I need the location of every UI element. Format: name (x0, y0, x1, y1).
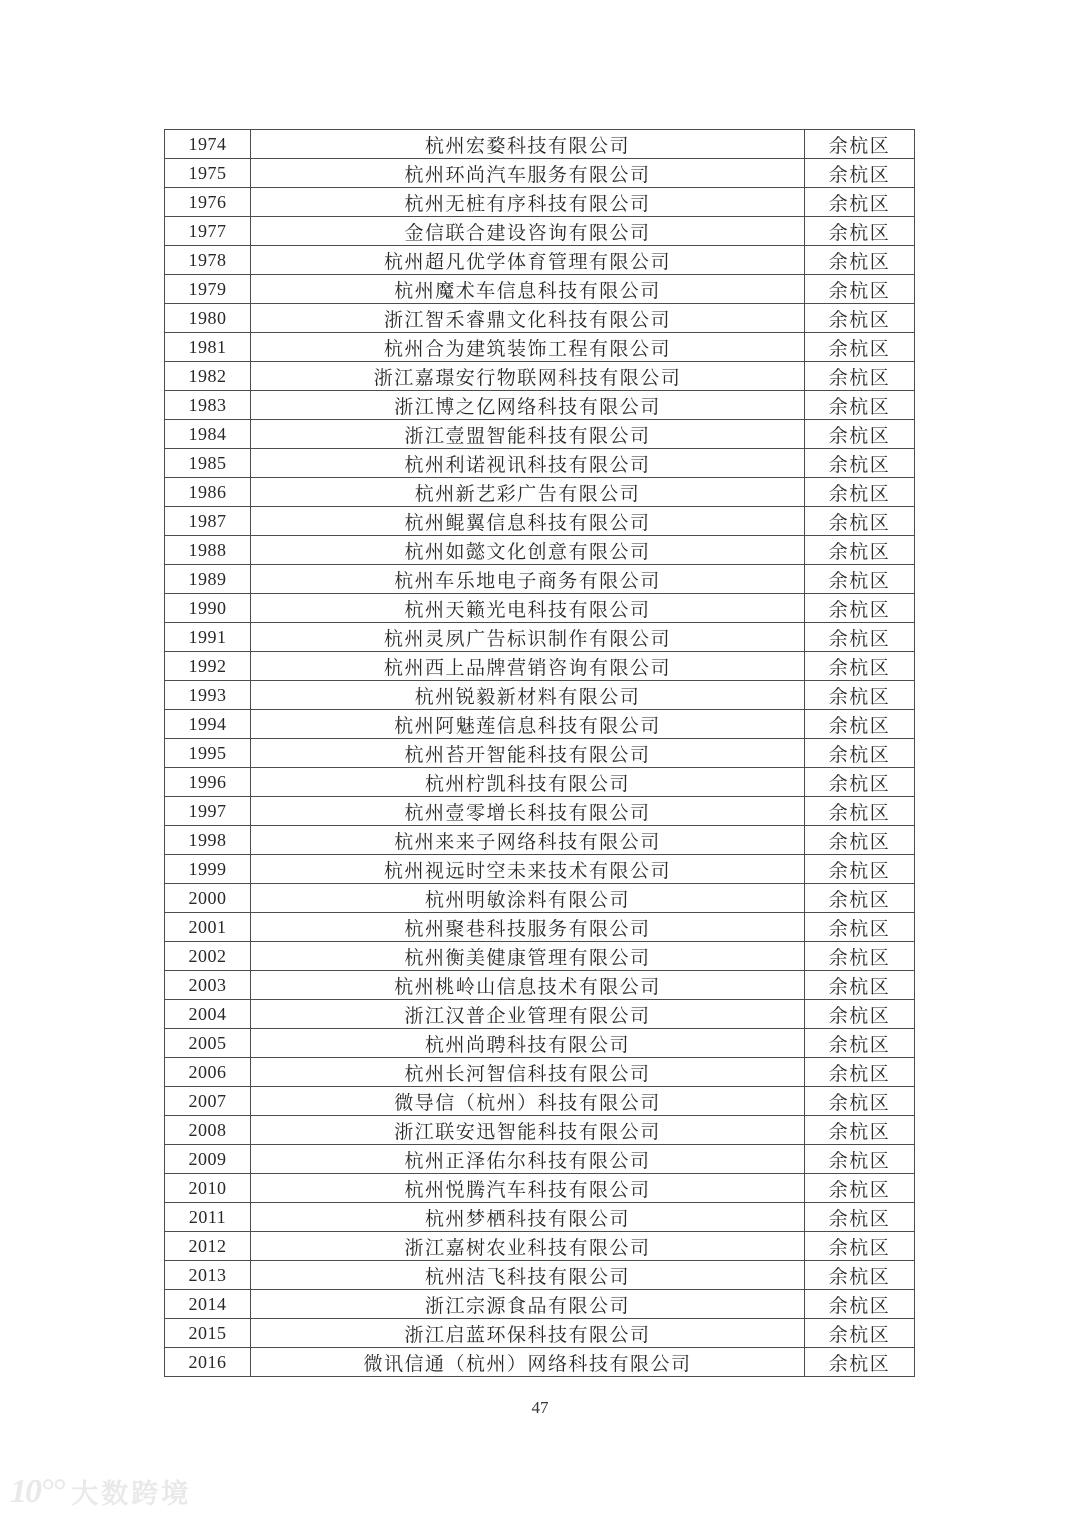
company-name: 杭州西上品牌营销咨询有限公司 (251, 652, 805, 681)
district-label: 余杭区 (805, 1145, 915, 1174)
row-number: 2011 (165, 1203, 251, 1232)
page-number: 47 (531, 1398, 549, 1417)
table-row (165, 1058, 915, 1087)
district-label: 余杭区 (805, 1348, 915, 1377)
table-row (165, 217, 915, 246)
district-label: 余杭区 (805, 1232, 915, 1261)
company-name: 微讯信通（杭州）网络科技有限公司 (251, 1348, 805, 1377)
table-row (165, 768, 915, 797)
district-label: 余杭区 (805, 623, 915, 652)
district-label: 余杭区 (805, 565, 915, 594)
row-number: 1981 (165, 333, 251, 362)
district-label: 余杭区 (805, 826, 915, 855)
table-row (165, 391, 915, 420)
row-number: 2012 (165, 1232, 251, 1261)
district-label: 余杭区 (805, 594, 915, 623)
district-label: 余杭区 (805, 1319, 915, 1348)
company-name: 浙江智禾睿鼎文化科技有限公司 (251, 304, 805, 333)
table-row (165, 623, 915, 652)
row-number: 1974 (165, 130, 251, 159)
table-row (165, 565, 915, 594)
table-row (165, 1000, 915, 1029)
company-name: 浙江博之亿网络科技有限公司 (251, 391, 805, 420)
district-label: 余杭区 (805, 797, 915, 826)
district-label: 余杭区 (805, 942, 915, 971)
table-row (165, 739, 915, 768)
company-name: 杭州长河智信科技有限公司 (251, 1058, 805, 1087)
table-row (165, 1232, 915, 1261)
district-label: 余杭区 (805, 1058, 915, 1087)
company-name: 杭州魔术车信息科技有限公司 (251, 275, 805, 304)
district-label: 余杭区 (805, 710, 915, 739)
table-row (165, 478, 915, 507)
row-number: 2008 (165, 1116, 251, 1145)
table-row (165, 333, 915, 362)
district-label: 余杭区 (805, 1203, 915, 1232)
company-name: 杭州环尚汽车服务有限公司 (251, 159, 805, 188)
row-number: 2006 (165, 1058, 251, 1087)
district-label: 余杭区 (805, 884, 915, 913)
company-name: 杭州聚巷科技服务有限公司 (251, 913, 805, 942)
district-label: 余杭区 (805, 1029, 915, 1058)
table-row (165, 1116, 915, 1145)
district-label: 余杭区 (805, 855, 915, 884)
company-name: 杭州衡美健康管理有限公司 (251, 942, 805, 971)
row-number: 1975 (165, 159, 251, 188)
company-name: 杭州明敏涂料有限公司 (251, 884, 805, 913)
company-name: 浙江壹盟智能科技有限公司 (251, 420, 805, 449)
table-row (165, 449, 915, 478)
company-name: 杭州天籁光电科技有限公司 (251, 594, 805, 623)
company-name: 浙江联安迅智能科技有限公司 (251, 1116, 805, 1145)
row-number: 2000 (165, 884, 251, 913)
table-row (165, 1261, 915, 1290)
row-number: 1995 (165, 739, 251, 768)
row-number: 1983 (165, 391, 251, 420)
table-row (165, 362, 915, 391)
row-number: 2009 (165, 1145, 251, 1174)
row-number: 1999 (165, 855, 251, 884)
row-number: 1991 (165, 623, 251, 652)
table-row (165, 1145, 915, 1174)
company-name: 杭州柠凯科技有限公司 (251, 768, 805, 797)
table-row (165, 594, 915, 623)
table-row (165, 942, 915, 971)
table-row (165, 188, 915, 217)
company-name: 微导信（杭州）科技有限公司 (251, 1087, 805, 1116)
row-number: 1978 (165, 246, 251, 275)
company-name: 杭州苔开智能科技有限公司 (251, 739, 805, 768)
table-row (165, 130, 915, 159)
district-label: 余杭区 (805, 971, 915, 1000)
district-label: 余杭区 (805, 333, 915, 362)
district-label: 余杭区 (805, 681, 915, 710)
row-number: 1998 (165, 826, 251, 855)
district-label: 余杭区 (805, 478, 915, 507)
table-row (165, 1029, 915, 1058)
dashu-kuajing-logo-icon: 10°° (10, 1472, 64, 1510)
row-number: 1997 (165, 797, 251, 826)
district-label: 余杭区 (805, 768, 915, 797)
district-label: 余杭区 (805, 391, 915, 420)
company-name: 杭州无桩有序科技有限公司 (251, 188, 805, 217)
company-name: 杭州宏婺科技有限公司 (251, 130, 805, 159)
district-label: 余杭区 (805, 1290, 915, 1319)
company-name: 浙江启蓝环保科技有限公司 (251, 1319, 805, 1348)
company-name: 杭州鲲翼信息科技有限公司 (251, 507, 805, 536)
row-number: 1987 (165, 507, 251, 536)
table-row (165, 1290, 915, 1319)
district-label: 余杭区 (805, 304, 915, 333)
table-row (165, 275, 915, 304)
company-name: 杭州超凡优学体育管理有限公司 (251, 246, 805, 275)
table-row (165, 1348, 915, 1377)
table-row (165, 1319, 915, 1348)
row-number: 2010 (165, 1174, 251, 1203)
district-label: 余杭区 (805, 507, 915, 536)
row-number: 1993 (165, 681, 251, 710)
row-number: 2007 (165, 1087, 251, 1116)
table-row (165, 884, 915, 913)
district-label: 余杭区 (805, 739, 915, 768)
district-label: 余杭区 (805, 188, 915, 217)
table-row (165, 420, 915, 449)
row-number: 2005 (165, 1029, 251, 1058)
table-row (165, 652, 915, 681)
row-number: 2004 (165, 1000, 251, 1029)
table-row (165, 1203, 915, 1232)
table-row (165, 1174, 915, 1203)
row-number: 1988 (165, 536, 251, 565)
district-label: 余杭区 (805, 130, 915, 159)
company-name: 杭州悦腾汽车科技有限公司 (251, 1174, 805, 1203)
district-label: 余杭区 (805, 1174, 915, 1203)
company-name: 杭州如懿文化创意有限公司 (251, 536, 805, 565)
district-label: 余杭区 (805, 1116, 915, 1145)
company-name: 浙江宗源食品有限公司 (251, 1290, 805, 1319)
watermark-brand-text: 大数跨境 (71, 1479, 192, 1509)
row-number: 2013 (165, 1261, 251, 1290)
table-row (165, 797, 915, 826)
company-name: 杭州阿魅莲信息科技有限公司 (251, 710, 805, 739)
district-label: 余杭区 (805, 362, 915, 391)
company-name: 杭州桃岭山信息技术有限公司 (251, 971, 805, 1000)
row-number: 1994 (165, 710, 251, 739)
watermark (10, 1472, 191, 1511)
district-label: 余杭区 (805, 217, 915, 246)
company-name: 杭州车乐地电子商务有限公司 (251, 565, 805, 594)
table-row (165, 1087, 915, 1116)
row-number: 1989 (165, 565, 251, 594)
row-number: 2001 (165, 913, 251, 942)
company-name: 杭州新艺彩广告有限公司 (251, 478, 805, 507)
row-number: 1992 (165, 652, 251, 681)
table-row (165, 826, 915, 855)
table-row (165, 507, 915, 536)
company-name: 杭州洁飞科技有限公司 (251, 1261, 805, 1290)
company-name: 浙江汉普企业管理有限公司 (251, 1000, 805, 1029)
row-number: 2014 (165, 1290, 251, 1319)
district-label: 余杭区 (805, 913, 915, 942)
district-label: 余杭区 (805, 652, 915, 681)
table-body (165, 130, 915, 1377)
row-number: 1982 (165, 362, 251, 391)
row-number: 1977 (165, 217, 251, 246)
company-name: 杭州视远时空未来技术有限公司 (251, 855, 805, 884)
table-row (165, 913, 915, 942)
district-label: 余杭区 (805, 246, 915, 275)
row-number: 1984 (165, 420, 251, 449)
row-number: 2015 (165, 1319, 251, 1348)
company-name: 杭州梦栖科技有限公司 (251, 1203, 805, 1232)
company-name: 杭州利诺视讯科技有限公司 (251, 449, 805, 478)
row-number: 2016 (165, 1348, 251, 1377)
table-row (165, 971, 915, 1000)
row-number: 2003 (165, 971, 251, 1000)
company-name: 杭州正泽佑尔科技有限公司 (251, 1145, 805, 1174)
company-name: 杭州壹零增长科技有限公司 (251, 797, 805, 826)
district-label: 余杭区 (805, 449, 915, 478)
row-number: 1980 (165, 304, 251, 333)
company-name: 杭州灵夙广告标识制作有限公司 (251, 623, 805, 652)
district-label: 余杭区 (805, 1087, 915, 1116)
company-name: 杭州来来子网络科技有限公司 (251, 826, 805, 855)
company-name: 金信联合建设咨询有限公司 (251, 217, 805, 246)
district-label: 余杭区 (805, 420, 915, 449)
row-number: 1979 (165, 275, 251, 304)
table-row (165, 710, 915, 739)
district-label: 余杭区 (805, 536, 915, 565)
table-row (165, 536, 915, 565)
row-number: 1976 (165, 188, 251, 217)
company-name: 浙江嘉树农业科技有限公司 (251, 1232, 805, 1261)
district-label: 余杭区 (805, 1000, 915, 1029)
row-number: 1996 (165, 768, 251, 797)
table-row (165, 681, 915, 710)
table-row (165, 855, 915, 884)
row-number: 1990 (165, 594, 251, 623)
company-name: 杭州尚聘科技有限公司 (251, 1029, 805, 1058)
row-number: 1986 (165, 478, 251, 507)
company-name: 杭州锐毅新材料有限公司 (251, 681, 805, 710)
table-row (165, 159, 915, 188)
row-number: 1985 (165, 449, 251, 478)
row-number: 2002 (165, 942, 251, 971)
company-name: 浙江嘉璟安行物联网科技有限公司 (251, 362, 805, 391)
table-row (165, 246, 915, 275)
district-label: 余杭区 (805, 159, 915, 188)
table-row (165, 304, 915, 333)
district-label: 余杭区 (805, 1261, 915, 1290)
company-list-table (164, 129, 915, 1377)
district-label: 余杭区 (805, 275, 915, 304)
company-name: 杭州合为建筑装饰工程有限公司 (251, 333, 805, 362)
